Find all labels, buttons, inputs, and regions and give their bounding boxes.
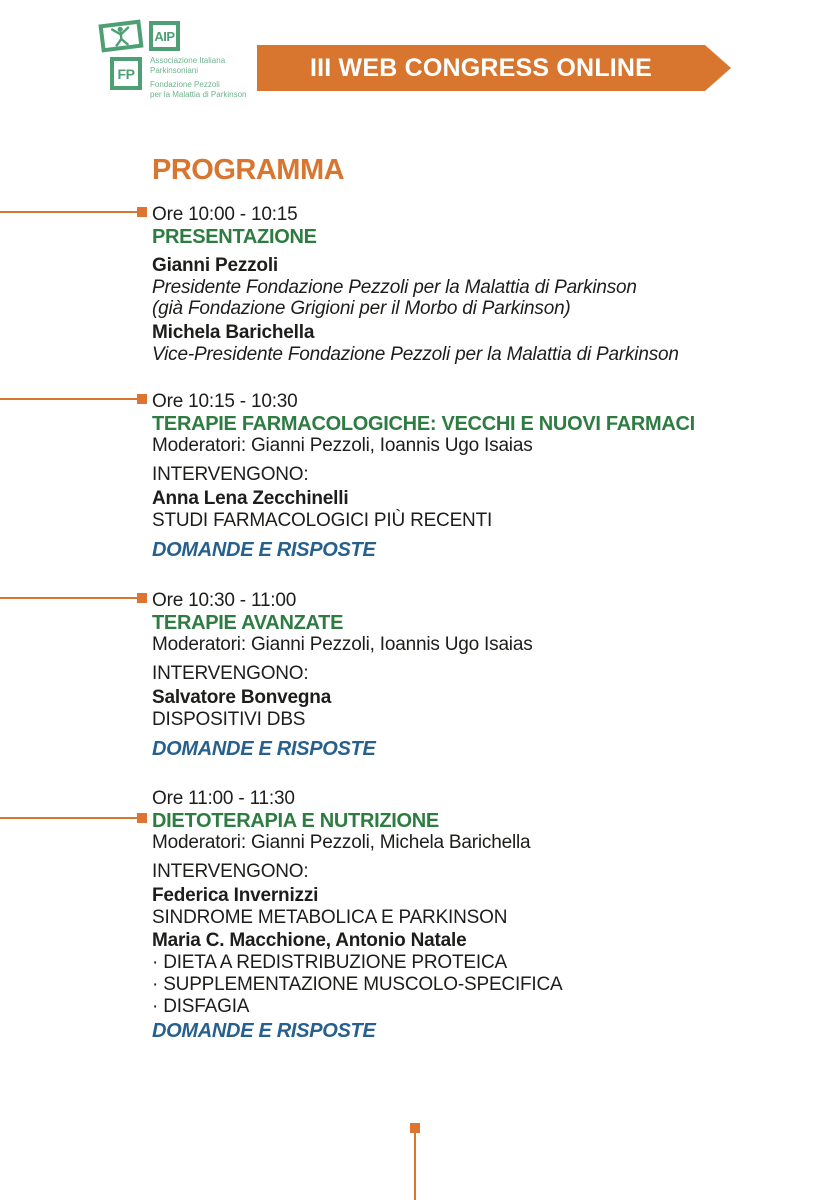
qa-label: DOMANDE E RISPOSTE xyxy=(152,539,376,561)
speaker-role: (già Fondazione Grigioni per il Morbo di Parkinson) xyxy=(152,298,571,319)
speaker-block xyxy=(152,687,792,731)
session-moderators: Moderatori: Gianni Pezzoli, Ioannis Ugo Isaias xyxy=(152,634,533,655)
session-dietoterapia xyxy=(152,788,792,1042)
marker-line xyxy=(0,211,137,213)
speaker-talk-item: · DIETA A REDISTRIBUZIONE PROTEICA xyxy=(152,952,507,973)
congress-banner-title: III WEB CONGRESS ONLINE xyxy=(257,45,705,91)
aip-logo-label: AIP xyxy=(154,28,175,44)
session-title: TERAPIE AVANZATE xyxy=(152,612,344,634)
page-title: PROGRAMMA xyxy=(152,154,345,186)
session-marker xyxy=(0,394,147,404)
marker-line xyxy=(0,817,137,819)
speaker-role: Presidente Fondazione Pezzoli per la Malattia di Parkinson xyxy=(152,277,637,298)
marker-square-icon xyxy=(137,593,147,603)
fp-logo-label: FP xyxy=(117,65,135,82)
speaker-name: Michela Barichella xyxy=(152,322,315,343)
speaker-role: Vice-Presidente Fondazione Pezzoli per la Malattia di Parkinson xyxy=(152,344,679,365)
speaker-name: Maria C. Macchione, Antonio Natale xyxy=(152,930,467,951)
speaker-block xyxy=(152,488,792,532)
intervengono-label: INTERVENGONO: xyxy=(152,861,309,882)
person-figure-icon xyxy=(105,24,137,48)
session-terapie-avanzate xyxy=(152,590,792,760)
marker-line xyxy=(0,398,137,400)
session-title: DIETOTERAPIA E NUTRIZIONE xyxy=(152,810,439,832)
intervengono-label: INTERVENGONO: xyxy=(152,663,309,684)
session-marker xyxy=(0,813,147,823)
fp-logo-box xyxy=(110,57,142,90)
session-moderators: Moderatori: Gianni Pezzoli, Michela Barichella xyxy=(152,832,531,853)
speaker-name: Gianni Pezzoli xyxy=(152,255,278,276)
speaker-block xyxy=(152,885,792,929)
speaker-name: Federica Invernizzi xyxy=(152,885,319,906)
speaker-talk: DISPOSITIVI DBS xyxy=(152,709,306,730)
page-bottom-marker-square-icon xyxy=(410,1123,420,1133)
marker-line xyxy=(0,597,137,599)
speaker-block xyxy=(152,322,792,365)
speaker-talk-item: · SUPPLEMENTAZIONE MUSCOLO-SPECIFICA xyxy=(152,974,563,995)
marker-square-icon xyxy=(137,207,147,217)
session-title: PRESENTAZIONE xyxy=(152,226,317,248)
speaker-talk: STUDI FARMACOLOGICI PIÙ RECENTI xyxy=(152,510,493,531)
session-title: TERAPIE FARMACOLOGICHE: VECCHI E NUOVI FARMACI xyxy=(152,413,695,435)
speaker-talk-item: · DISFAGIA xyxy=(152,996,250,1017)
banner-arrow-icon xyxy=(705,45,731,91)
session-marker xyxy=(0,207,147,217)
page-bottom-marker-line xyxy=(414,1133,416,1200)
foundation-name: Fondazione Pezzoli per la Malattia di Parkinson xyxy=(150,80,247,99)
congress-banner xyxy=(257,45,731,91)
qa-label: DOMANDE E RISPOSTE xyxy=(152,738,376,760)
marker-square-icon xyxy=(137,394,147,404)
speaker-block xyxy=(152,255,792,319)
speaker-name: Salvatore Bonvegna xyxy=(152,687,332,708)
qa-label: DOMANDE E RISPOSTE xyxy=(152,1020,376,1042)
session-presentazione xyxy=(152,204,792,365)
association-name: Associazione Italiana Parkinsoniani xyxy=(150,56,226,75)
intervengono-label: INTERVENGONO: xyxy=(152,464,309,485)
session-time: Ore 10:00 - 10:15 xyxy=(152,204,298,225)
speaker-name: Anna Lena Zecchinelli xyxy=(152,488,349,509)
marker-square-icon xyxy=(137,813,147,823)
session-time: Ore 11:00 - 11:30 xyxy=(152,788,295,809)
organization-names xyxy=(150,56,247,104)
session-time: Ore 10:30 - 11:00 xyxy=(152,590,297,611)
person-in-box-icon xyxy=(98,20,143,53)
speaker-block xyxy=(152,930,792,1018)
session-terapie-farmacologiche xyxy=(152,391,792,561)
session-marker xyxy=(0,593,147,603)
speaker-talk: SINDROME METABOLICA E PARKINSON xyxy=(152,907,508,928)
aip-logo-box xyxy=(149,21,180,51)
session-moderators: Moderatori: Gianni Pezzoli, Ioannis Ugo Isaias xyxy=(152,435,533,456)
session-time: Ore 10:15 - 10:30 xyxy=(152,391,298,412)
